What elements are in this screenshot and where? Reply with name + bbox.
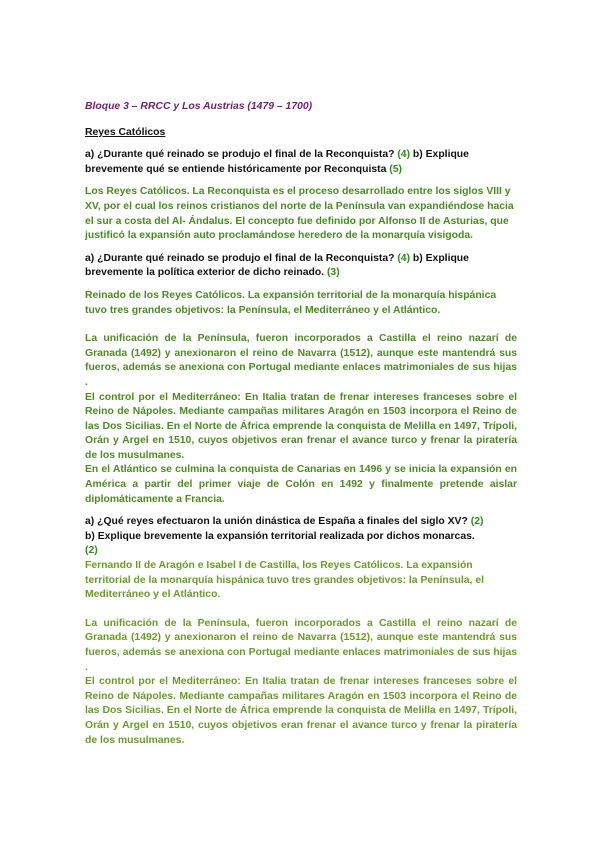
question-2-points-b: (3) (326, 267, 340, 279)
answer-1: Los Reyes Católicos. La Reconquista es el proceso desarrollado entre los siglos VIII y XV, por el cual los reinos cristianos del norte de la Península van expandiéndose hacia el sur a costa del Al- Ándalus. El concepto fue definido por Alfonso II de Asturias, que justificó la expansión auto proclamándose heredero de la monarquía visigoda. (85, 186, 514, 242)
answer-3-intro: Fernando II de Aragón e Isabel I de Castilla, los Reyes Católicos. La expansión territorial de la monarquía hispánica tuvo tres grandes objetivos: la Península, el Mediterráneo y el Atlántico. (85, 560, 484, 601)
question-2-part-b: b) Explique brevemente la política exterior de dicho reinado. (85, 252, 469, 279)
question-3-points-a: (2) (470, 516, 484, 528)
answer-2-intro: Reinado de los Reyes Católicos. La expansión territorial de la monarquía hispánica tuvo tres grandes objetivos: la Península, el Mediterráneo y el Atlántico. (85, 289, 497, 316)
question-3-part-b: b) Explique brevemente la expansión territorial realizada por dichos monarcas. (85, 530, 475, 542)
question-3-points-b: (2) (85, 545, 98, 557)
answer-2-mediterranean: El control por el Mediterráneo: En Italia tratan de frenar intereses franceses sobre el Reino de Nápoles. Mediante campañas militares Aragón en 1503 incorpora el Reino de las Dos Sicilias. En el Norte de África emprende la conquista de Melilla en 1497, Trípoli, Orán y Argel en 1510, cuyos objetivos eran frenar el avance turco y frenar la piratería de los musulmanes. (85, 391, 517, 461)
question-1-points-b: (5) (389, 163, 402, 175)
question-3 (85, 515, 517, 559)
question-2-part-a: a) ¿Durante qué reinado se produjo el final de la Reconquista? (85, 252, 398, 264)
section-heading: Reyes Católicos (85, 126, 166, 138)
question-1-part-a: a) ¿Durante qué reinado se produjo el final de la Reconquista? (85, 149, 398, 161)
question-3-part-a: a) ¿Qué reyes efectuaron la unión dinástica de España a finales del siglo XV? (85, 516, 471, 528)
block-title: Bloque 3 – RRCC y Los Austrias (1479 – 1700) (85, 101, 313, 112)
question-2-points-a: (4) (397, 252, 411, 264)
answer-2-peninsula: La unificación de la Península, fueron incorporados a Castilla el reino nazarí de Granada (1492) y anexionaron el reino de Navarra (1512), aunque este mantendrá sus fueros, además se anexiona con Portugal mediante enlaces matrimoniales de sus hijas . (85, 333, 517, 388)
question-1-points-a: (4) (397, 149, 411, 161)
answer-2-atlantic: En el Atlántico se culmina la conquista de Canarias en 1496 y se inicia la expansión en América a partir del primer viaje de Colón en 1492 y finalmente pretende aislar diplomáticamente a Francia. (85, 464, 517, 505)
document-body (85, 100, 517, 748)
question-2 (85, 252, 517, 281)
question-1 (85, 148, 517, 177)
answer-3-mediterranean: El control por el Mediterráneo: En Italia tratan de frenar intereses franceses sobre el Reino de Nápoles. Mediante campañas militares Aragón en 1503 incorpora el Reino de las Dos Sicilias. En el Norte de África emprende la conquista de Melilla en 1497, Trípoli, Orán y Argel en 1510, cuyos objetivos eran frenar el avance turco y frenar la piratería de los musulmanes. (85, 676, 517, 746)
answer-3-peninsula: La unificación de la Península, fueron incorporados a Castilla el reino nazarí de Granada (1492) y anexionaron el reino de Navarra (1512), aunque este mantendrá sus fueros, además se anexiona con Portugal mediante enlaces matrimoniales de sus hijas . (85, 617, 517, 673)
question-1-part-b: b) Explique brevemente qué se entiende históricamente por Reconquista (85, 149, 469, 175)
